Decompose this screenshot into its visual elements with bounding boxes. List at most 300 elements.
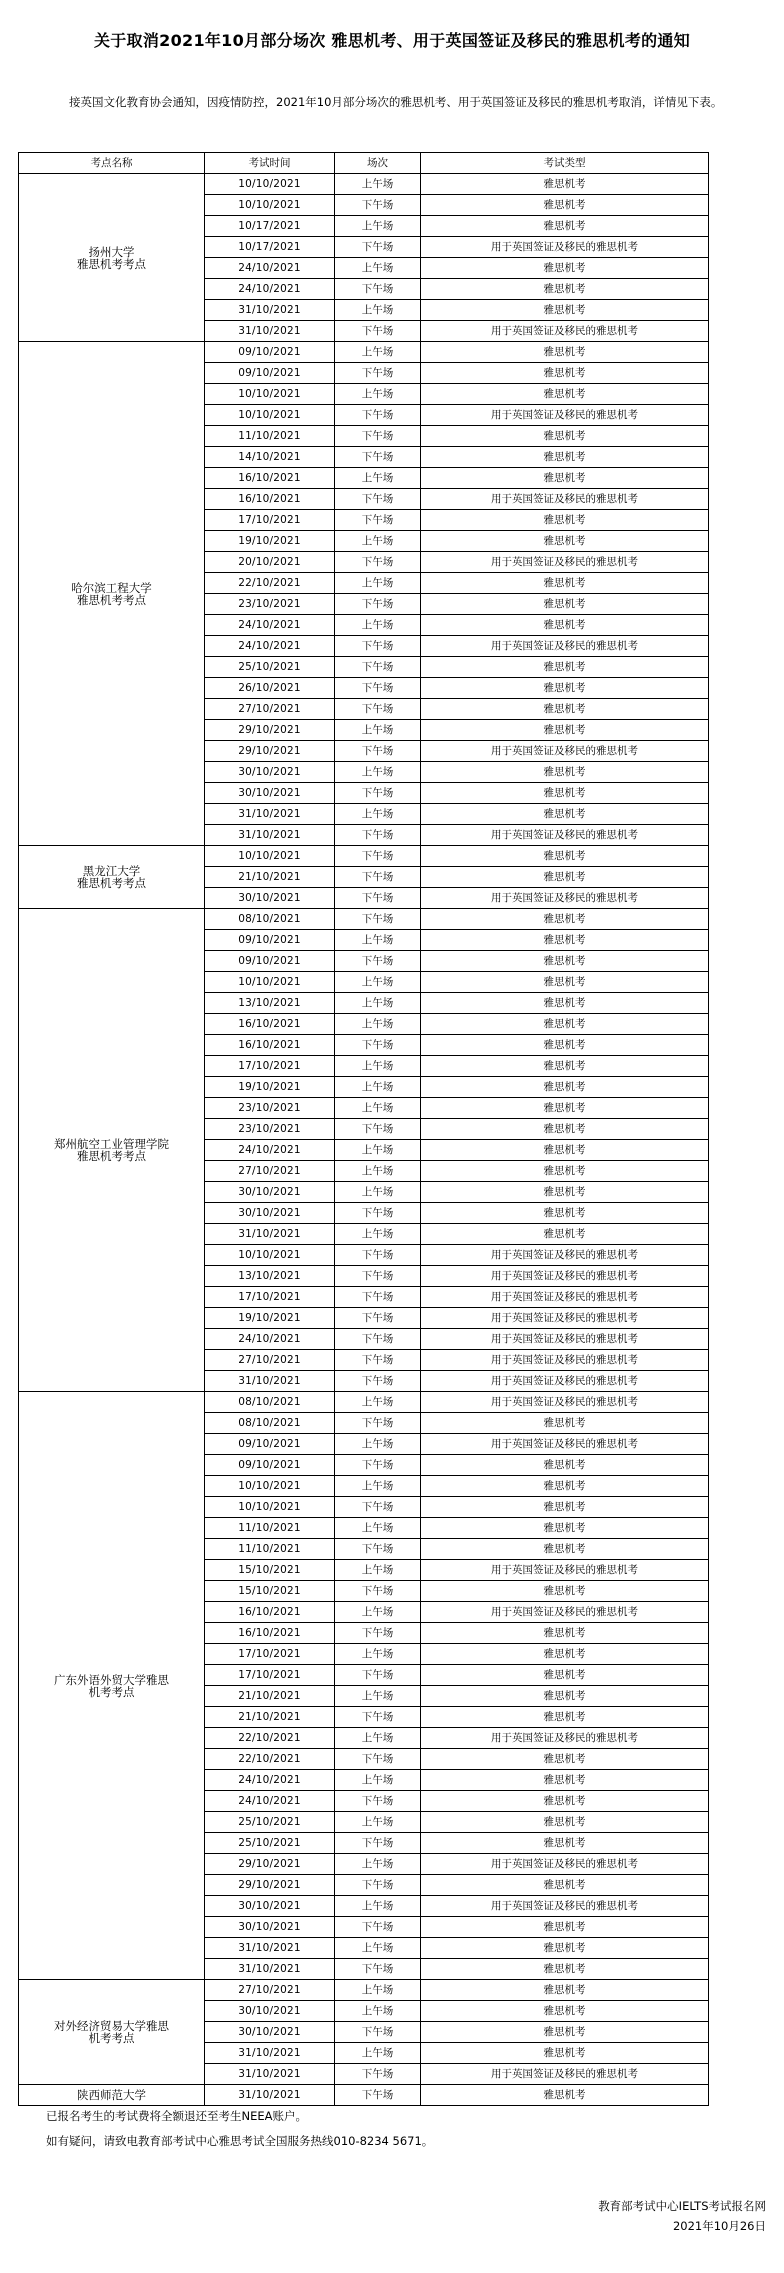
exam-date: 31/10/2021 — [205, 300, 335, 321]
exam-type: 雅思机考 — [421, 216, 709, 237]
exam-type: 雅思机考 — [421, 1581, 709, 1602]
exam-type: 用于英国签证及移民的雅思机考 — [421, 321, 709, 342]
exam-date: 16/10/2021 — [205, 489, 335, 510]
exam-type: 用于英国签证及移民的雅思机考 — [421, 636, 709, 657]
exam-session: 下午场 — [335, 237, 421, 258]
exam-date: 30/10/2021 — [205, 2022, 335, 2043]
exam-session: 上午场 — [335, 258, 421, 279]
exam-session: 下午场 — [335, 825, 421, 846]
table-row — [19, 1980, 709, 2001]
exam-session: 下午场 — [335, 279, 421, 300]
exam-date: 09/10/2021 — [205, 930, 335, 951]
exam-session: 下午场 — [335, 1581, 421, 1602]
exam-session: 下午场 — [335, 888, 421, 909]
exam-type: 用于英国签证及移民的雅思机考 — [421, 552, 709, 573]
exam-session: 上午场 — [335, 1560, 421, 1581]
exam-date: 08/10/2021 — [205, 909, 335, 930]
exam-session: 上午场 — [335, 1770, 421, 1791]
exam-type: 雅思机考 — [421, 699, 709, 720]
exam-session: 下午场 — [335, 1203, 421, 1224]
signature-block — [366, 2196, 766, 2236]
exam-session: 上午场 — [335, 615, 421, 636]
exam-type: 雅思机考 — [421, 1791, 709, 1812]
table-body — [19, 174, 709, 2106]
exam-type: 雅思机考 — [421, 993, 709, 1014]
exam-type: 雅思机考 — [421, 300, 709, 321]
exam-session: 上午场 — [335, 1518, 421, 1539]
exam-session: 下午场 — [335, 1623, 421, 1644]
exam-date: 16/10/2021 — [205, 1623, 335, 1644]
exam-session: 上午场 — [335, 1140, 421, 1161]
exam-session: 上午场 — [335, 993, 421, 1014]
exam-type: 雅思机考 — [421, 1455, 709, 1476]
header-venue: 考点名称 — [19, 153, 205, 174]
exam-date: 19/10/2021 — [205, 531, 335, 552]
exam-type: 雅思机考 — [421, 846, 709, 867]
exam-type: 雅思机考 — [421, 1518, 709, 1539]
exam-date: 29/10/2021 — [205, 741, 335, 762]
exam-date: 19/10/2021 — [205, 1308, 335, 1329]
exam-date: 10/10/2021 — [205, 174, 335, 195]
exam-date: 30/10/2021 — [205, 783, 335, 804]
exam-type: 雅思机考 — [421, 531, 709, 552]
exam-type: 用于英国签证及移民的雅思机考 — [421, 1560, 709, 1581]
exam-type: 雅思机考 — [421, 2022, 709, 2043]
exam-type: 用于英国签证及移民的雅思机考 — [421, 237, 709, 258]
exam-type: 用于英国签证及移民的雅思机考 — [421, 1245, 709, 1266]
exam-date: 31/10/2021 — [205, 1959, 335, 1980]
exam-type: 雅思机考 — [421, 594, 709, 615]
exam-type: 雅思机考 — [421, 1224, 709, 1245]
exam-type: 雅思机考 — [421, 426, 709, 447]
venue-name: 广东外语外贸大学雅思 机考考点 — [19, 1392, 205, 1980]
exam-date: 21/10/2021 — [205, 1686, 335, 1707]
exam-session: 上午场 — [335, 720, 421, 741]
exam-date: 16/10/2021 — [205, 1035, 335, 1056]
exam-session: 上午场 — [335, 300, 421, 321]
exam-session: 下午场 — [335, 636, 421, 657]
exam-session: 上午场 — [335, 762, 421, 783]
issue-date: 2021年10月26日 — [672, 2219, 766, 2233]
exam-type: 雅思机考 — [421, 1959, 709, 1980]
exam-date: 16/10/2021 — [205, 1014, 335, 1035]
exam-session: 下午场 — [335, 426, 421, 447]
exam-type: 用于英国签证及移民的雅思机考 — [421, 1854, 709, 1875]
exam-type: 雅思机考 — [421, 678, 709, 699]
page-title: 关于取消2021年10月部分场次 雅思机考、用于英国签证及移民的雅思机考的通知 — [93, 31, 691, 50]
exam-session: 下午场 — [335, 1371, 421, 1392]
exam-type: 雅思机考 — [421, 1140, 709, 1161]
exam-date: 30/10/2021 — [205, 762, 335, 783]
exam-session: 上午场 — [335, 216, 421, 237]
exam-date: 11/10/2021 — [205, 426, 335, 447]
exam-session: 下午场 — [335, 678, 421, 699]
table-header-row — [19, 153, 709, 174]
exam-type: 雅思机考 — [421, 1644, 709, 1665]
exam-session: 上午场 — [335, 1056, 421, 1077]
exam-session: 下午场 — [335, 1749, 421, 1770]
exam-type: 用于英国签证及移民的雅思机考 — [421, 1266, 709, 1287]
exam-date: 08/10/2021 — [205, 1392, 335, 1413]
exam-session: 下午场 — [335, 783, 421, 804]
exam-date: 23/10/2021 — [205, 1098, 335, 1119]
hotline-note: 如有疑问，请致电教育部考试中心雅思考试全国服务热线010-8234 5671。 — [46, 2134, 434, 2148]
exam-date: 10/10/2021 — [205, 1476, 335, 1497]
exam-session: 下午场 — [335, 951, 421, 972]
exam-date: 24/10/2021 — [205, 1140, 335, 1161]
exam-type: 雅思机考 — [421, 1413, 709, 1434]
exam-type: 雅思机考 — [421, 2043, 709, 2064]
exam-date: 22/10/2021 — [205, 573, 335, 594]
exam-session: 下午场 — [335, 1350, 421, 1371]
exam-session: 下午场 — [335, 1413, 421, 1434]
notes — [46, 2104, 746, 2154]
exam-date: 21/10/2021 — [205, 867, 335, 888]
exam-date: 31/10/2021 — [205, 804, 335, 825]
exam-date: 31/10/2021 — [205, 1224, 335, 1245]
exam-session: 上午场 — [335, 1161, 421, 1182]
exam-session: 上午场 — [335, 1224, 421, 1245]
exam-session: 上午场 — [335, 1854, 421, 1875]
exam-type: 雅思机考 — [421, 195, 709, 216]
exam-date: 29/10/2021 — [205, 720, 335, 741]
exam-date: 09/10/2021 — [205, 951, 335, 972]
exam-session: 上午场 — [335, 573, 421, 594]
exam-type: 雅思机考 — [421, 2085, 709, 2106]
exam-session: 下午场 — [335, 1455, 421, 1476]
exam-type: 雅思机考 — [421, 930, 709, 951]
header-exam-type: 考试类型 — [421, 153, 709, 174]
exam-date: 09/10/2021 — [205, 1434, 335, 1455]
exam-session: 下午场 — [335, 1329, 421, 1350]
exam-session: 下午场 — [335, 1959, 421, 1980]
exam-date: 13/10/2021 — [205, 993, 335, 1014]
exam-date: 10/10/2021 — [205, 405, 335, 426]
exam-session: 下午场 — [335, 405, 421, 426]
venue-name: 陕西师范大学 — [19, 2085, 205, 2106]
exam-type: 雅思机考 — [421, 1539, 709, 1560]
exam-date: 17/10/2021 — [205, 1056, 335, 1077]
exam-session: 上午场 — [335, 1980, 421, 2001]
table-row — [19, 2085, 709, 2106]
exam-date: 14/10/2021 — [205, 447, 335, 468]
exam-type: 雅思机考 — [421, 174, 709, 195]
exam-date: 16/10/2021 — [205, 1602, 335, 1623]
exam-date: 29/10/2021 — [205, 1875, 335, 1896]
exam-session: 下午场 — [335, 363, 421, 384]
exam-session: 下午场 — [335, 846, 421, 867]
exam-type: 雅思机考 — [421, 342, 709, 363]
exam-session: 下午场 — [335, 1497, 421, 1518]
exam-session: 下午场 — [335, 1245, 421, 1266]
exam-date: 17/10/2021 — [205, 510, 335, 531]
exam-type: 雅思机考 — [421, 1035, 709, 1056]
exam-date: 27/10/2021 — [205, 1161, 335, 1182]
table-row — [19, 846, 709, 867]
header-session: 场次 — [335, 153, 421, 174]
exam-date: 27/10/2021 — [205, 1350, 335, 1371]
exam-date: 09/10/2021 — [205, 363, 335, 384]
exam-date: 31/10/2021 — [205, 2085, 335, 2106]
exam-date: 29/10/2021 — [205, 1854, 335, 1875]
exam-type: 雅思机考 — [421, 1665, 709, 1686]
exam-type: 用于英国签证及移民的雅思机考 — [421, 825, 709, 846]
exam-date: 30/10/2021 — [205, 1917, 335, 1938]
exam-session: 下午场 — [335, 2085, 421, 2106]
exam-type: 雅思机考 — [421, 258, 709, 279]
exam-type: 雅思机考 — [421, 1812, 709, 1833]
exam-session: 上午场 — [335, 1644, 421, 1665]
exam-type: 用于英国签证及移民的雅思机考 — [421, 489, 709, 510]
exam-date: 21/10/2021 — [205, 1707, 335, 1728]
exam-type: 雅思机考 — [421, 1770, 709, 1791]
exam-session: 上午场 — [335, 1476, 421, 1497]
exam-type: 用于英国签证及移民的雅思机考 — [421, 405, 709, 426]
exam-type: 用于英国签证及移民的雅思机考 — [421, 2064, 709, 2085]
exam-date: 10/17/2021 — [205, 237, 335, 258]
exam-type: 雅思机考 — [421, 1497, 709, 1518]
exam-date: 31/10/2021 — [205, 321, 335, 342]
exam-type: 雅思机考 — [421, 363, 709, 384]
exam-type: 雅思机考 — [421, 762, 709, 783]
exam-date: 19/10/2021 — [205, 1077, 335, 1098]
exam-date: 17/10/2021 — [205, 1287, 335, 1308]
exam-date: 15/10/2021 — [205, 1560, 335, 1581]
exam-type: 雅思机考 — [421, 1056, 709, 1077]
exam-type: 雅思机考 — [421, 867, 709, 888]
exam-date: 08/10/2021 — [205, 1413, 335, 1434]
exam-session: 下午场 — [335, 1119, 421, 1140]
exam-type: 雅思机考 — [421, 279, 709, 300]
exam-date: 23/10/2021 — [205, 594, 335, 615]
exam-session: 上午场 — [335, 1098, 421, 1119]
exam-session: 下午场 — [335, 1035, 421, 1056]
exam-date: 20/10/2021 — [205, 552, 335, 573]
exam-type: 雅思机考 — [421, 2001, 709, 2022]
exam-date: 24/10/2021 — [205, 1791, 335, 1812]
exam-type: 用于英国签证及移民的雅思机考 — [421, 1392, 709, 1413]
exam-session: 下午场 — [335, 489, 421, 510]
exam-session: 下午场 — [335, 867, 421, 888]
exam-type: 雅思机考 — [421, 1476, 709, 1497]
exam-date: 17/10/2021 — [205, 1644, 335, 1665]
exam-type: 用于英国签证及移民的雅思机考 — [421, 1308, 709, 1329]
table-row — [19, 342, 709, 363]
exam-type: 雅思机考 — [421, 1749, 709, 1770]
exam-type: 雅思机考 — [421, 1203, 709, 1224]
exam-date: 31/10/2021 — [205, 2043, 335, 2064]
exam-type: 用于英国签证及移民的雅思机考 — [421, 1434, 709, 1455]
exam-date: 24/10/2021 — [205, 1770, 335, 1791]
exam-session: 上午场 — [335, 1728, 421, 1749]
exam-type: 用于英国签证及移民的雅思机考 — [421, 1728, 709, 1749]
exam-date: 30/10/2021 — [205, 1896, 335, 1917]
exam-type: 雅思机考 — [421, 573, 709, 594]
exam-date: 24/10/2021 — [205, 636, 335, 657]
issuing-organization: 教育部考试中心IELTS考试报名网 — [598, 2199, 766, 2213]
table-row — [19, 1392, 709, 1413]
exam-date: 30/10/2021 — [205, 1203, 335, 1224]
venue-name: 对外经济贸易大学雅思 机考考点 — [19, 1980, 205, 2085]
exam-date: 09/10/2021 — [205, 1455, 335, 1476]
exam-type: 雅思机考 — [421, 510, 709, 531]
exam-session: 下午场 — [335, 1917, 421, 1938]
exam-session: 下午场 — [335, 1539, 421, 1560]
exam-session: 下午场 — [335, 657, 421, 678]
exam-date: 25/10/2021 — [205, 1812, 335, 1833]
exam-date: 25/10/2021 — [205, 657, 335, 678]
exam-date: 13/10/2021 — [205, 1266, 335, 1287]
exam-date: 11/10/2021 — [205, 1539, 335, 1560]
exam-session: 上午场 — [335, 1896, 421, 1917]
exam-type: 用于英国签证及移民的雅思机考 — [421, 1896, 709, 1917]
exam-type: 用于英国签证及移民的雅思机考 — [421, 741, 709, 762]
exam-session: 上午场 — [335, 384, 421, 405]
exam-type: 雅思机考 — [421, 1833, 709, 1854]
exam-type: 雅思机考 — [421, 804, 709, 825]
exam-session: 下午场 — [335, 699, 421, 720]
exam-session: 下午场 — [335, 2022, 421, 2043]
exam-type: 雅思机考 — [421, 720, 709, 741]
exam-session: 下午场 — [335, 1665, 421, 1686]
exam-session: 上午场 — [335, 1686, 421, 1707]
exam-session: 上午场 — [335, 531, 421, 552]
exam-type: 雅思机考 — [421, 951, 709, 972]
exam-type: 雅思机考 — [421, 1917, 709, 1938]
exam-type: 雅思机考 — [421, 1182, 709, 1203]
exam-type: 用于英国签证及移民的雅思机考 — [421, 1602, 709, 1623]
exam-session: 上午场 — [335, 1182, 421, 1203]
exam-session: 上午场 — [335, 1434, 421, 1455]
exam-date: 27/10/2021 — [205, 1980, 335, 2001]
exam-session: 下午场 — [335, 321, 421, 342]
exam-session: 下午场 — [335, 1833, 421, 1854]
exam-session: 上午场 — [335, 804, 421, 825]
refund-note: 已报名考生的考试费将全额退还至考生NEEA账户。 — [46, 2109, 307, 2123]
exam-date: 15/10/2021 — [205, 1581, 335, 1602]
exam-session: 下午场 — [335, 1308, 421, 1329]
exam-date: 09/10/2021 — [205, 342, 335, 363]
exam-session: 下午场 — [335, 552, 421, 573]
exam-session: 上午场 — [335, 342, 421, 363]
intro-paragraph: 接英国文化教育协会通知，因疫情防控，2021年10月部分场次的雅思机考、用于英国签证及移民的雅思机考取消，详情见下表。 — [69, 95, 723, 109]
exam-date: 26/10/2021 — [205, 678, 335, 699]
exam-type: 雅思机考 — [421, 1980, 709, 2001]
exam-session: 上午场 — [335, 1602, 421, 1623]
exam-session: 上午场 — [335, 2001, 421, 2022]
exam-session: 下午场 — [335, 447, 421, 468]
exam-type: 用于英国签证及移民的雅思机考 — [421, 1371, 709, 1392]
exam-date: 31/10/2021 — [205, 1938, 335, 1959]
exam-type: 雅思机考 — [421, 909, 709, 930]
exam-date: 10/10/2021 — [205, 195, 335, 216]
exam-date: 31/10/2021 — [205, 1371, 335, 1392]
exam-date: 24/10/2021 — [205, 615, 335, 636]
exam-type: 雅思机考 — [421, 1119, 709, 1140]
exam-date: 24/10/2021 — [205, 1329, 335, 1350]
exam-date: 10/10/2021 — [205, 1497, 335, 1518]
exam-session: 下午场 — [335, 594, 421, 615]
exam-session: 下午场 — [335, 1707, 421, 1728]
venue-name: 哈尔滨工程大学 雅思机考考点 — [19, 342, 205, 846]
exam-session: 下午场 — [335, 909, 421, 930]
venue-name: 黑龙江大学 雅思机考考点 — [19, 846, 205, 909]
exam-type: 用于英国签证及移民的雅思机考 — [421, 1329, 709, 1350]
exam-type: 雅思机考 — [421, 1686, 709, 1707]
exam-session: 上午场 — [335, 1014, 421, 1035]
exam-session: 下午场 — [335, 195, 421, 216]
exam-session: 下午场 — [335, 2064, 421, 2085]
exam-session: 下午场 — [335, 1875, 421, 1896]
exam-date: 24/10/2021 — [205, 279, 335, 300]
cancelled-exams-table — [18, 152, 709, 2106]
exam-date: 23/10/2021 — [205, 1119, 335, 1140]
exam-session: 上午场 — [335, 972, 421, 993]
exam-session: 下午场 — [335, 1287, 421, 1308]
exam-type: 用于英国签证及移民的雅思机考 — [421, 1287, 709, 1308]
exam-session: 上午场 — [335, 468, 421, 489]
exam-date: 24/10/2021 — [205, 258, 335, 279]
exam-date: 17/10/2021 — [205, 1665, 335, 1686]
exam-type: 雅思机考 — [421, 468, 709, 489]
exam-date: 27/10/2021 — [205, 699, 335, 720]
exam-session: 上午场 — [335, 1392, 421, 1413]
venue-name: 郑州航空工业管理学院 雅思机考考点 — [19, 909, 205, 1392]
exam-type: 雅思机考 — [421, 1707, 709, 1728]
exam-session: 上午场 — [335, 174, 421, 195]
exam-type: 雅思机考 — [421, 1014, 709, 1035]
exam-type: 用于英国签证及移民的雅思机考 — [421, 888, 709, 909]
exam-date: 31/10/2021 — [205, 825, 335, 846]
exam-session: 上午场 — [335, 930, 421, 951]
exam-session: 上午场 — [335, 1812, 421, 1833]
exam-type: 雅思机考 — [421, 657, 709, 678]
exam-date: 10/17/2021 — [205, 216, 335, 237]
exam-session: 上午场 — [335, 1077, 421, 1098]
exam-date: 10/10/2021 — [205, 1245, 335, 1266]
exam-date: 16/10/2021 — [205, 468, 335, 489]
table-row — [19, 909, 709, 930]
exam-type: 雅思机考 — [421, 1077, 709, 1098]
exam-date: 10/10/2021 — [205, 972, 335, 993]
exam-date: 10/10/2021 — [205, 846, 335, 867]
venue-name: 扬州大学 雅思机考考点 — [19, 174, 205, 342]
exam-type: 雅思机考 — [421, 384, 709, 405]
exam-type: 雅思机考 — [421, 1623, 709, 1644]
exam-date: 11/10/2021 — [205, 1518, 335, 1539]
exam-type: 雅思机考 — [421, 972, 709, 993]
exam-date: 30/10/2021 — [205, 1182, 335, 1203]
exam-session: 下午场 — [335, 510, 421, 531]
exam-type: 雅思机考 — [421, 1938, 709, 1959]
exam-type: 雅思机考 — [421, 783, 709, 804]
exam-date: 22/10/2021 — [205, 1728, 335, 1749]
exam-session: 下午场 — [335, 741, 421, 762]
exam-date: 22/10/2021 — [205, 1749, 335, 1770]
exam-type: 雅思机考 — [421, 1875, 709, 1896]
exam-date: 25/10/2021 — [205, 1833, 335, 1854]
table-row — [19, 174, 709, 195]
exam-date: 10/10/2021 — [205, 384, 335, 405]
exam-session: 上午场 — [335, 2043, 421, 2064]
exam-type: 用于英国签证及移民的雅思机考 — [421, 1350, 709, 1371]
exam-session: 上午场 — [335, 1938, 421, 1959]
exam-session: 下午场 — [335, 1266, 421, 1287]
exam-date: 30/10/2021 — [205, 2001, 335, 2022]
exam-type: 雅思机考 — [421, 615, 709, 636]
exam-session: 下午场 — [335, 1791, 421, 1812]
exam-type: 雅思机考 — [421, 1098, 709, 1119]
